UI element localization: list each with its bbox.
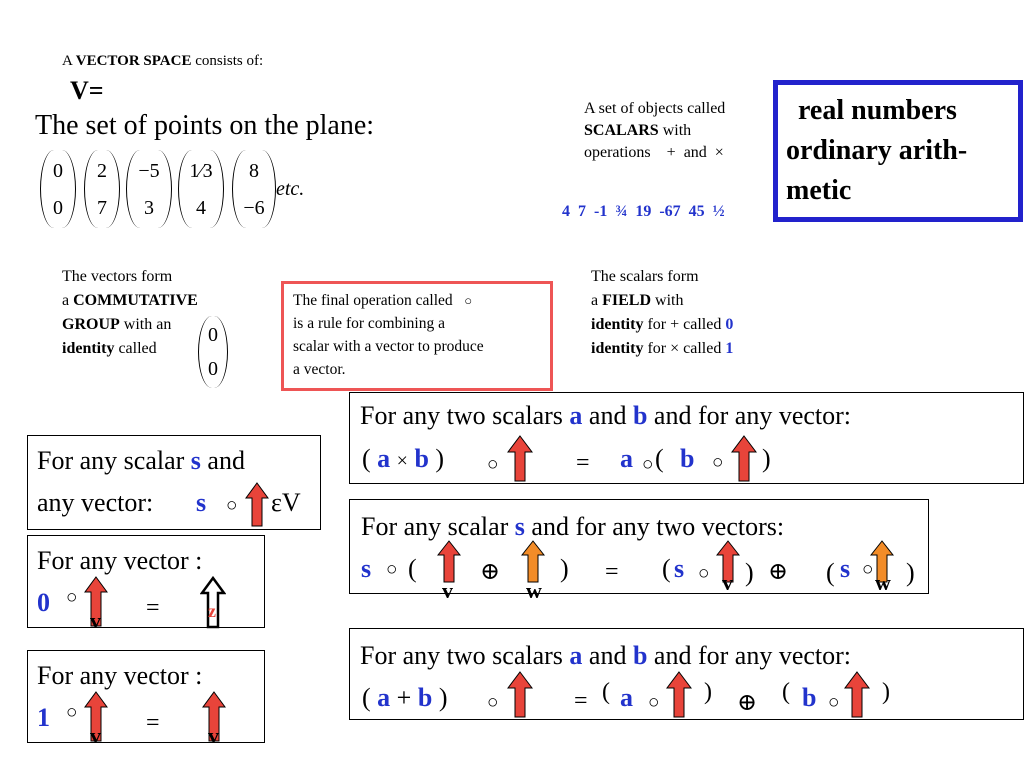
axiom-one-box: For any vector : 1 ○ v = v (27, 650, 265, 743)
axiom-closure-box: For any scalar s and any vector: s ○ εV (27, 435, 321, 530)
v-equals: V= (70, 76, 104, 105)
vector-example-2: 2 7 (84, 150, 120, 228)
vector-arrow (666, 671, 692, 719)
scalar-examples: 4 7 -1 ¾ 19 -67 45 ½ (562, 203, 725, 220)
scalars-description: A set of objects called SCALARS with operations + and × (584, 100, 726, 161)
vector-arrow (507, 435, 533, 483)
final-operation-box: The final operation called ○ is a rule for combining a scalar with a vector to produce a vector. (281, 281, 553, 391)
real-numbers-box: real numbers ordinary arith- metic (773, 80, 1023, 222)
axiom-zero-box: For any vector : 0 ○ v = z (27, 535, 265, 628)
vector-arrow (731, 435, 757, 483)
header-line: A VECTOR SPACE consists of: (62, 53, 264, 69)
group-description: The vectors form a COMMUTATIVE GROUP with an identity called (62, 268, 198, 357)
etc-label: etc. (276, 178, 305, 200)
vector-example-1: 0 0 (40, 150, 76, 228)
points-heading: The set of points on the plane: (35, 110, 375, 141)
axiom-distributive-vectors-box: For any scalar s and for any two vectors: s ○ ( v ⊕ w ) = ( s ○ v ) ⊕ ( s ○ w ) (349, 499, 929, 594)
vector-example-4: 1⁄3 4 (178, 150, 224, 228)
vector-arrow (844, 671, 870, 719)
vector-example-5: 8 −6 (232, 150, 276, 228)
circle-operator: ○ (464, 293, 473, 308)
axiom-distributive-scalars-box: For any two scalars a and b and for any vector: ( a + b ) ○ = ( a ○ ) ⊕ ( b ○ ) (349, 628, 1024, 720)
zero-vector: 0 0 (198, 316, 228, 388)
vector-example-3: −5 3 (126, 150, 172, 228)
vector-arrow (245, 482, 269, 528)
axiom-associativity-box: For any two scalars a and b and for any vector: ( a × b ) ○ = a ○ ( b ○ ) (349, 392, 1024, 484)
field-description: The scalars form a FIELD with identity for + called 0 identity for × called 1 (591, 268, 734, 357)
vector-arrow (507, 671, 533, 719)
